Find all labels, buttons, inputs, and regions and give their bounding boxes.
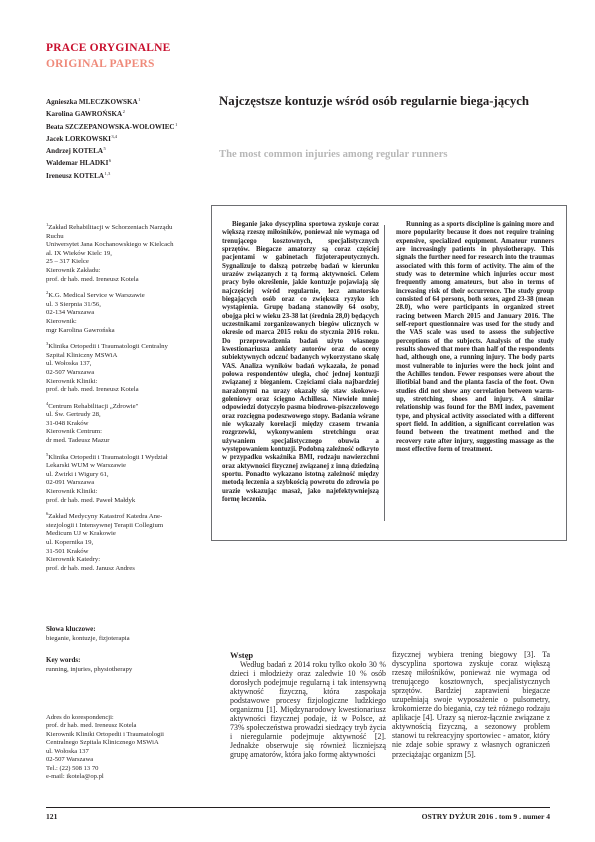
keywords-pl-label: Słowa kluczowe: — [46, 625, 96, 633]
abstract-en: Running as a sports discipline is gaining more and more popularity because it does not require training expensive, specialized equipment. Amateur runners are increasingly patients in physiotherapy. This signals the further need for research into the traumas associated with this form of activity. The aim of the study was to determine which injuries occur most frequently among amateurs, but also in terms of increasing risk of their occurrence. The study group consisted of 64 persons, both sexes, aged 23-38 (mean 28.0), who were participants in organized street racing between March 2015 and January 2016. The self-report questionnaire was used for the study and the VAS scale was used to assess the subjective perceptions of the subjects. Analysis of the study results showed that more than half of the respondents had, although one, a running injury. The body parts most vulnerable to injuries were the hock joint and the Achilles tendon. Fewer responses were about the iliotibial band and the planta fascia of the foot. Own studies did not show any correlation between warm-up, stretching, shoes and injury. A similar relationship was found for the BMI index, pavement type, and physical activity associated with a different sport field. In addition, a significant correlation was found between the treatment method and the recovery rate after injury, suggesting massage as the most effective form of treatment. — [396, 221, 554, 453]
author: Agnieszka MLECZKOWSKA$^1$ — [46, 97, 141, 106]
keywords-pl — [46, 625, 216, 643]
author: Karolina GAWROŃSKA$^2$ — [46, 109, 125, 119]
section-heading-introduction: Wstęp — [230, 650, 254, 660]
author: Andrzej KOTELA$^5$ — [46, 146, 106, 156]
keywords-en-label: Key words: — [46, 656, 81, 664]
correspondence-address: Adres do korespondencji: prof. dr hab. med. Ireneusz Kotela Kierownik Kliniki Ortopedii i Traumatologii Centralnego Szpitala Klinicznego MSWiA ul. Wołoska 137 02-507 Warszawa Tel.: (22) 508 13 70 e-mail: ikotela@op.pl — [46, 714, 216, 782]
author: Beata SZCZEPANOWSKA-WOŁOWIEC$^1$ — [46, 121, 178, 131]
affiliation: $^4$Centrum Rehabilitacji „Zdrowie" ul. Św. Gertrudy 28, 31-048 Kraków Kierownik Centrum: dr med. Tadeusz Mazur — [46, 400, 139, 445]
affiliation: $^6$Zakład Medycyny Katastrof Katedra Ane- stezjologii i Intensywnej Terapii Collegium Medicum UJ w Krakowie ul. Kopernika 19, 31-501 Kraków Kierownik Katedry: prof. dr hab. med. Janusz Andres — [46, 511, 164, 572]
affiliation: $^1$Zakład Rehabilitacji w Schorzeniach Narządu Ruchu Uniwersytet Jana Kochanowskiego w Kielcach al. IX Wieków Kielc 19, 25 – 317 Kielce Kierownik Zakładu: prof. dr hab. med. Ireneusz Kotela — [46, 222, 174, 283]
affiliation: $^2$K.G. Medical Service w Warszawie ul. 3 Sierpnia 31/56, 02-134 Warszawa Kierownik: mgr Karolina Gawrońska — [46, 290, 145, 334]
author: Waldemar HLADKI$^6$ — [46, 158, 112, 168]
affiliation: $^3$Klinika Ortopedii i Traumatologii Centralny Szpital Kliniczny MSWiA ul. Wołoska 137, 02-507 Warszawa Kierownik Kliniki: prof. dr hab. med. Ireneusz Kotela — [46, 341, 168, 394]
body-text-left: Według badań z 2014 roku tylko około 30 % dzieci i młodzieży oraz zaledwie 10 % osób dorosłych podejmuje regularną i tak intensywną aktywność fizyczną, która zaspokaja podstawowe procesy fizjologiczne ludzkiego organizmu [1]. Międzynarodowy kwestionariusz aktywności fizycznej podaje, iż w Polsce, aż 73% społeczeństwa prowadzi siedzący tryb życia i nieregularnie podejmuje aktywność [2]. Jednakże obserwuje się również liczniejszą grupę amatorów, która jako formę aktywności — [230, 660, 386, 760]
article-title: Najczęstsze kontuzje wśród osób regularnie biega-jących — [219, 94, 530, 108]
page-number: 121 — [46, 812, 58, 821]
email-link[interactable]: e-mail: ikotela@op.pl — [46, 773, 104, 781]
section-label-pl: PRACE ORYGINALNE — [46, 42, 171, 54]
keywords-pl-text: bieganie, kontuzje, fizjoterapia — [46, 635, 130, 642]
body-text-right: fizycznej wybiera trening biegowy [3]. Ta dyscyplina sportowa zyskuje coraz większą rzeszę miłośników, ponieważ nie wymaga od trenującego kosztownych, specjalistycznych sprzętów. Bardziej zaprawieni biegacze uzupełniają swoje wyposażenie o pulsometry, krokomierze do biegania, czy też różnego rodzaju aplikacje [4]. Urazy są nieroz-łącznie związane z aktywnością fizyczną, a sezonowy problem stanowi tu rekreacyjny sportowiec - amator, który nie zdaje sobie sprawy z własnych ograniczeń przeciążając organizm [5]. — [392, 650, 550, 759]
author: Jacek LORKOWSKI$^{3,4}$ — [46, 133, 118, 143]
keywords-en — [46, 656, 216, 674]
footer-rule — [46, 807, 550, 808]
affiliation: $^5$Klinika Ortopedii i Traumatologii I Wydział Lekarski WUM w Warszawie ul. Żwirki i Wigury 61, 02-091 Warszawa Kierownik Kliniki: prof. dr hab. med. Paweł Małdyk — [46, 451, 168, 504]
abstract-pl: Bieganie jako dyscyplina sportowa zyskuje coraz większą rzeszę miłośników, ponieważ nie wymaga od trenującego kosztownych, specjalistycznych sprzętów. Biegacze amatorzy są coraz częściej pacjentami w gabinetach fizjoterapeutycznych. Sygnalizuje to dalszą potrzebę badań w kierunku urazów związanych z tą formą aktywności. Celem pracy było określenie, jakie kontuzje pojawiają się najczęściej wśród regularnie, lecz amatorsko biegających osób oraz co zwiększa ryzyko ich wystąpienia. Grupę badaną stanowiły 64 osoby, obojga płci w wieku 23-38 lat (średnia 28,0) będących uczestnikami zorganizowanych biegów ulicznych w okresie od marca 2015 roku do stycznia 2016 roku. Do przeprowadzenia badań użyto własnego kwestionariusza ankiety autorów oraz do oceny subiektywnych odczuć badanych wykorzystano skalę VAS. Analiza wyników badań wykazała, że ponad połowa respondentów uległa, choć jednej kontuzji związanej z bieganiem. Częściami ciała najbardziej narażonymi na urazy okazały się staw skokowo-goleniowy oraz ścięgno Achillesa. Niewiele mniej odpowiedzi dotyczyło pasma biodrowo-piszczelowego oraz rozcięgna podeszwowego stopy. Badania wśrane nie wykazały korelacji między czasem trwania rozgrzewki, wykonywaniem stretchingu oraz używaniem specjalistycznego obuwia a występowaniem kontuzji. Podobną zależność odkryto w przypadku wskaźnika BMI, rodzaju nawierzchni oraz aktywności fizycznej związanej z inną dziedziną sportu. Ponadto wykazano istotną zależność między metodą leczenia a szybkością powrotu do zdrowia po urazie wskazując masaż, jako najefektywniejszą formę leczenia. — [222, 221, 379, 503]
keywords-en-text: running, injuries, physiotherapy — [46, 666, 133, 673]
author: Ireneusz KOTELA$^{1,3}$ — [46, 170, 111, 180]
affiliations — [46, 221, 216, 578]
author-list — [46, 95, 216, 181]
journal-issue: OSTRY DYŻUR 2016 . tom 9 . numer 4 — [421, 812, 550, 821]
section-label-en: ORIGINAL PAPERS — [46, 58, 155, 70]
article-title-en: The most common injuries among regular runners — [219, 149, 448, 160]
abstract-divider — [384, 225, 385, 521]
